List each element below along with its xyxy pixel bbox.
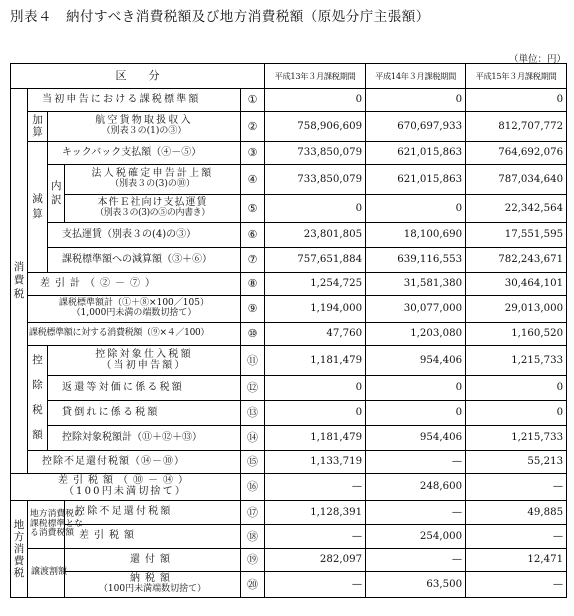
header-row [11,64,567,89]
row-17-value-1: 1,128,391 [265,501,366,525]
row-17-value-3: 49,885 [466,501,567,525]
row-20-value-3: — [466,572,567,598]
document-title: 別表４ 納付すべき消費税額及び地方消費税額（原処分庁主張額） [10,9,430,25]
row-10-number: ⑩ [241,323,265,346]
table-row [11,426,567,451]
row-15-label: 控除不足還付税額（⑭－⑩） [28,451,241,474]
table-row [11,142,567,165]
row-18-number: ⑱ [241,525,265,549]
row-8-label: 差引計（②－⑦） [28,273,241,296]
row-19-number: ⑲ [241,549,265,572]
consumption-tax-label: 消費税 [11,89,28,474]
row-6-number: ⑥ [241,223,265,248]
table-row [11,451,567,474]
row-16-value-1: — [265,474,366,501]
row-4-number: ④ [241,165,265,195]
transfer-label: 譲渡割額 [28,549,65,598]
row-10-value-2: 1,203,080 [366,323,466,346]
row-3-label: キックバック支払額（④－⑤） [48,142,241,165]
row-5-value-2: 0 [366,195,466,223]
deduction-label: 控除税額 [28,346,48,451]
row-19-value-2: — [366,549,466,572]
tax-table [10,63,567,598]
table-row [11,376,567,401]
table-row [11,501,567,525]
row-8-value-2: 31,581,380 [366,273,466,296]
row-2-value-1: 758,906,609 [265,112,366,142]
row-12-value-2: 0 [366,376,466,401]
row-18-label: 差引税額 [65,525,241,549]
row-6-value-1: 23,801,805 [265,223,366,248]
table-row [11,296,567,323]
row-14-value-2: 954,406 [366,426,466,451]
addition-label: 加算 [28,112,48,142]
row-16-label: 差引税額（⑩－⑭） （100円未満切捨て） [11,474,241,501]
table-row [11,223,567,248]
table-row [11,346,567,376]
row-20-value-1: — [265,572,366,598]
row-13-value-1: 0 [265,401,366,426]
row-20-label: 納税額 （100円未満端数切捨て） [65,572,241,598]
row-16-value-3: — [466,474,567,501]
row-16-value-2: 248,600 [366,474,466,501]
table-row [11,195,567,223]
row-14-label: 控除対象税額計（⑪＋⑫＋⑬） [48,426,241,451]
row-18-value-3: — [466,525,567,549]
row-14-value-3: 1,215,733 [466,426,567,451]
row-8-number: ⑧ [241,273,265,296]
row-20-value-2: 63,500 [366,572,466,598]
row-13-value-3: 0 [466,401,567,426]
row-1-value-2: 0 [366,89,466,112]
row-18-value-1: — [265,525,366,549]
row-14-number: ⑭ [241,426,265,451]
row-6-value-3: 17,551,595 [466,223,567,248]
row-8-value-1: 1,254,725 [265,273,366,296]
table-row [11,572,567,598]
row-19-value-1: 282,097 [265,549,366,572]
row-1-number: ① [241,89,265,112]
row-2-label: 航空貨物取扱収入 （別表３の(1)の③） [48,112,241,142]
row-5-value-3: 22,342,564 [466,195,567,223]
row-1-label: 当初申告における課税標準額 [28,89,241,112]
reduction-label: 減算 [28,142,48,273]
table-row [11,549,567,572]
header-period-1: 平成13年３月課税期間 [265,64,366,89]
row-3-value-1: 733,850,079 [265,142,366,165]
row-6-value-2: 18,100,690 [366,223,466,248]
row-4-value-2: 621,015,863 [366,165,466,195]
table-row [11,165,567,195]
table-row [11,474,567,501]
row-7-value-3: 782,243,671 [466,248,567,273]
row-16-number: ⑯ [241,474,265,501]
row-3-value-3: 764,692,076 [466,142,567,165]
row-8-value-3: 30,464,101 [466,273,567,296]
row-15-value-2: — [366,451,466,474]
row-9-value-2: 30,077,000 [366,296,466,323]
row-12-number: ⑫ [241,376,265,401]
row-11-value-2: 954,406 [366,346,466,376]
row-11-value-1: 1,181,479 [265,346,366,376]
row-5-label: 本件Ｅ社向け支払運賃 （別表３の(3)の⑤の内書き） [65,195,241,223]
row-10-label: 課税標準額に対する消費税額（⑨×４／100） [28,323,241,346]
table-row [11,401,567,426]
row-6-label: 支払運賃（別表３の(4)の③） [48,223,241,248]
header-period-3: 平成15年３月課税期間 [466,64,567,89]
row-1-value-1: 0 [265,89,366,112]
row-2-value-2: 670,697,933 [366,112,466,142]
row-7-label: 課税標準額への減算額（③＋⑥） [48,248,241,273]
row-7-number: ⑦ [241,248,265,273]
row-20-number: ⑳ [241,572,265,598]
row-5-number: ⑤ [241,195,265,223]
row-4-value-1: 733,850,079 [265,165,366,195]
row-13-label: 貸倒れに係る税額 [48,401,241,426]
header-period-2: 平成14年３月課税期間 [366,64,466,89]
row-3-number: ③ [241,142,265,165]
row-14-value-1: 1,181,479 [265,426,366,451]
row-17-value-2: — [366,501,466,525]
table-row [11,323,567,346]
row-19-value-3: 12,471 [466,549,567,572]
row-5-value-1: 0 [265,195,366,223]
row-18-value-2: 254,000 [366,525,466,549]
breakdown-label: 内訳 [48,165,65,223]
row-19-label: 還付額 [65,549,241,572]
row-7-value-2: 639,116,553 [366,248,466,273]
row-13-number: ⑬ [241,401,265,426]
row-13-value-2: 0 [366,401,466,426]
table-row [11,112,567,142]
row-9-number: ⑨ [241,296,265,323]
local-consumption-tax-label: 地方消費税 [11,501,28,598]
row-2-value-3: 812,707,772 [466,112,567,142]
table-row [11,273,567,296]
row-17-number: ⑰ [241,501,265,525]
row-4-label: 法人税確定申告計上額 （別表３の(3)の⑩） [65,165,241,195]
row-9-value-3: 29,013,000 [466,296,567,323]
row-10-value-1: 47,760 [265,323,366,346]
row-17-label: 控除不足還付税額 [65,501,241,525]
table-row [11,525,567,549]
header-category: 区 分 [11,64,265,89]
table-row [11,89,567,112]
row-15-value-1: 1,133,719 [265,451,366,474]
row-9-label: 課税標準額計（①＋⑧×100／105） （1,000円未満の端数切捨て） [28,296,241,323]
row-12-value-3: 0 [466,376,567,401]
unit-label: （単位：円） [508,54,566,65]
row-11-value-3: 1,215,733 [466,346,567,376]
row-4-value-3: 787,034,640 [466,165,567,195]
row-11-label: 控除対象仕入税額 （当初申告額） [48,346,241,376]
row-10-value-3: 1,160,520 [466,323,567,346]
row-15-number: ⑮ [241,451,265,474]
table-row [11,248,567,273]
row-15-value-3: 55,213 [466,451,567,474]
local-base-label: 地方消費税の課税標準となる消費税額 [28,501,65,549]
row-11-number: ⑪ [241,346,265,376]
row-9-value-1: 1,194,000 [265,296,366,323]
row-2-number: ② [241,112,265,142]
row-1-value-3: 0 [466,89,567,112]
row-12-value-1: 0 [265,376,366,401]
row-3-value-2: 621,015,863 [366,142,466,165]
row-12-label: 返還等対価に係る税額 [48,376,241,401]
row-7-value-1: 757,651,884 [265,248,366,273]
